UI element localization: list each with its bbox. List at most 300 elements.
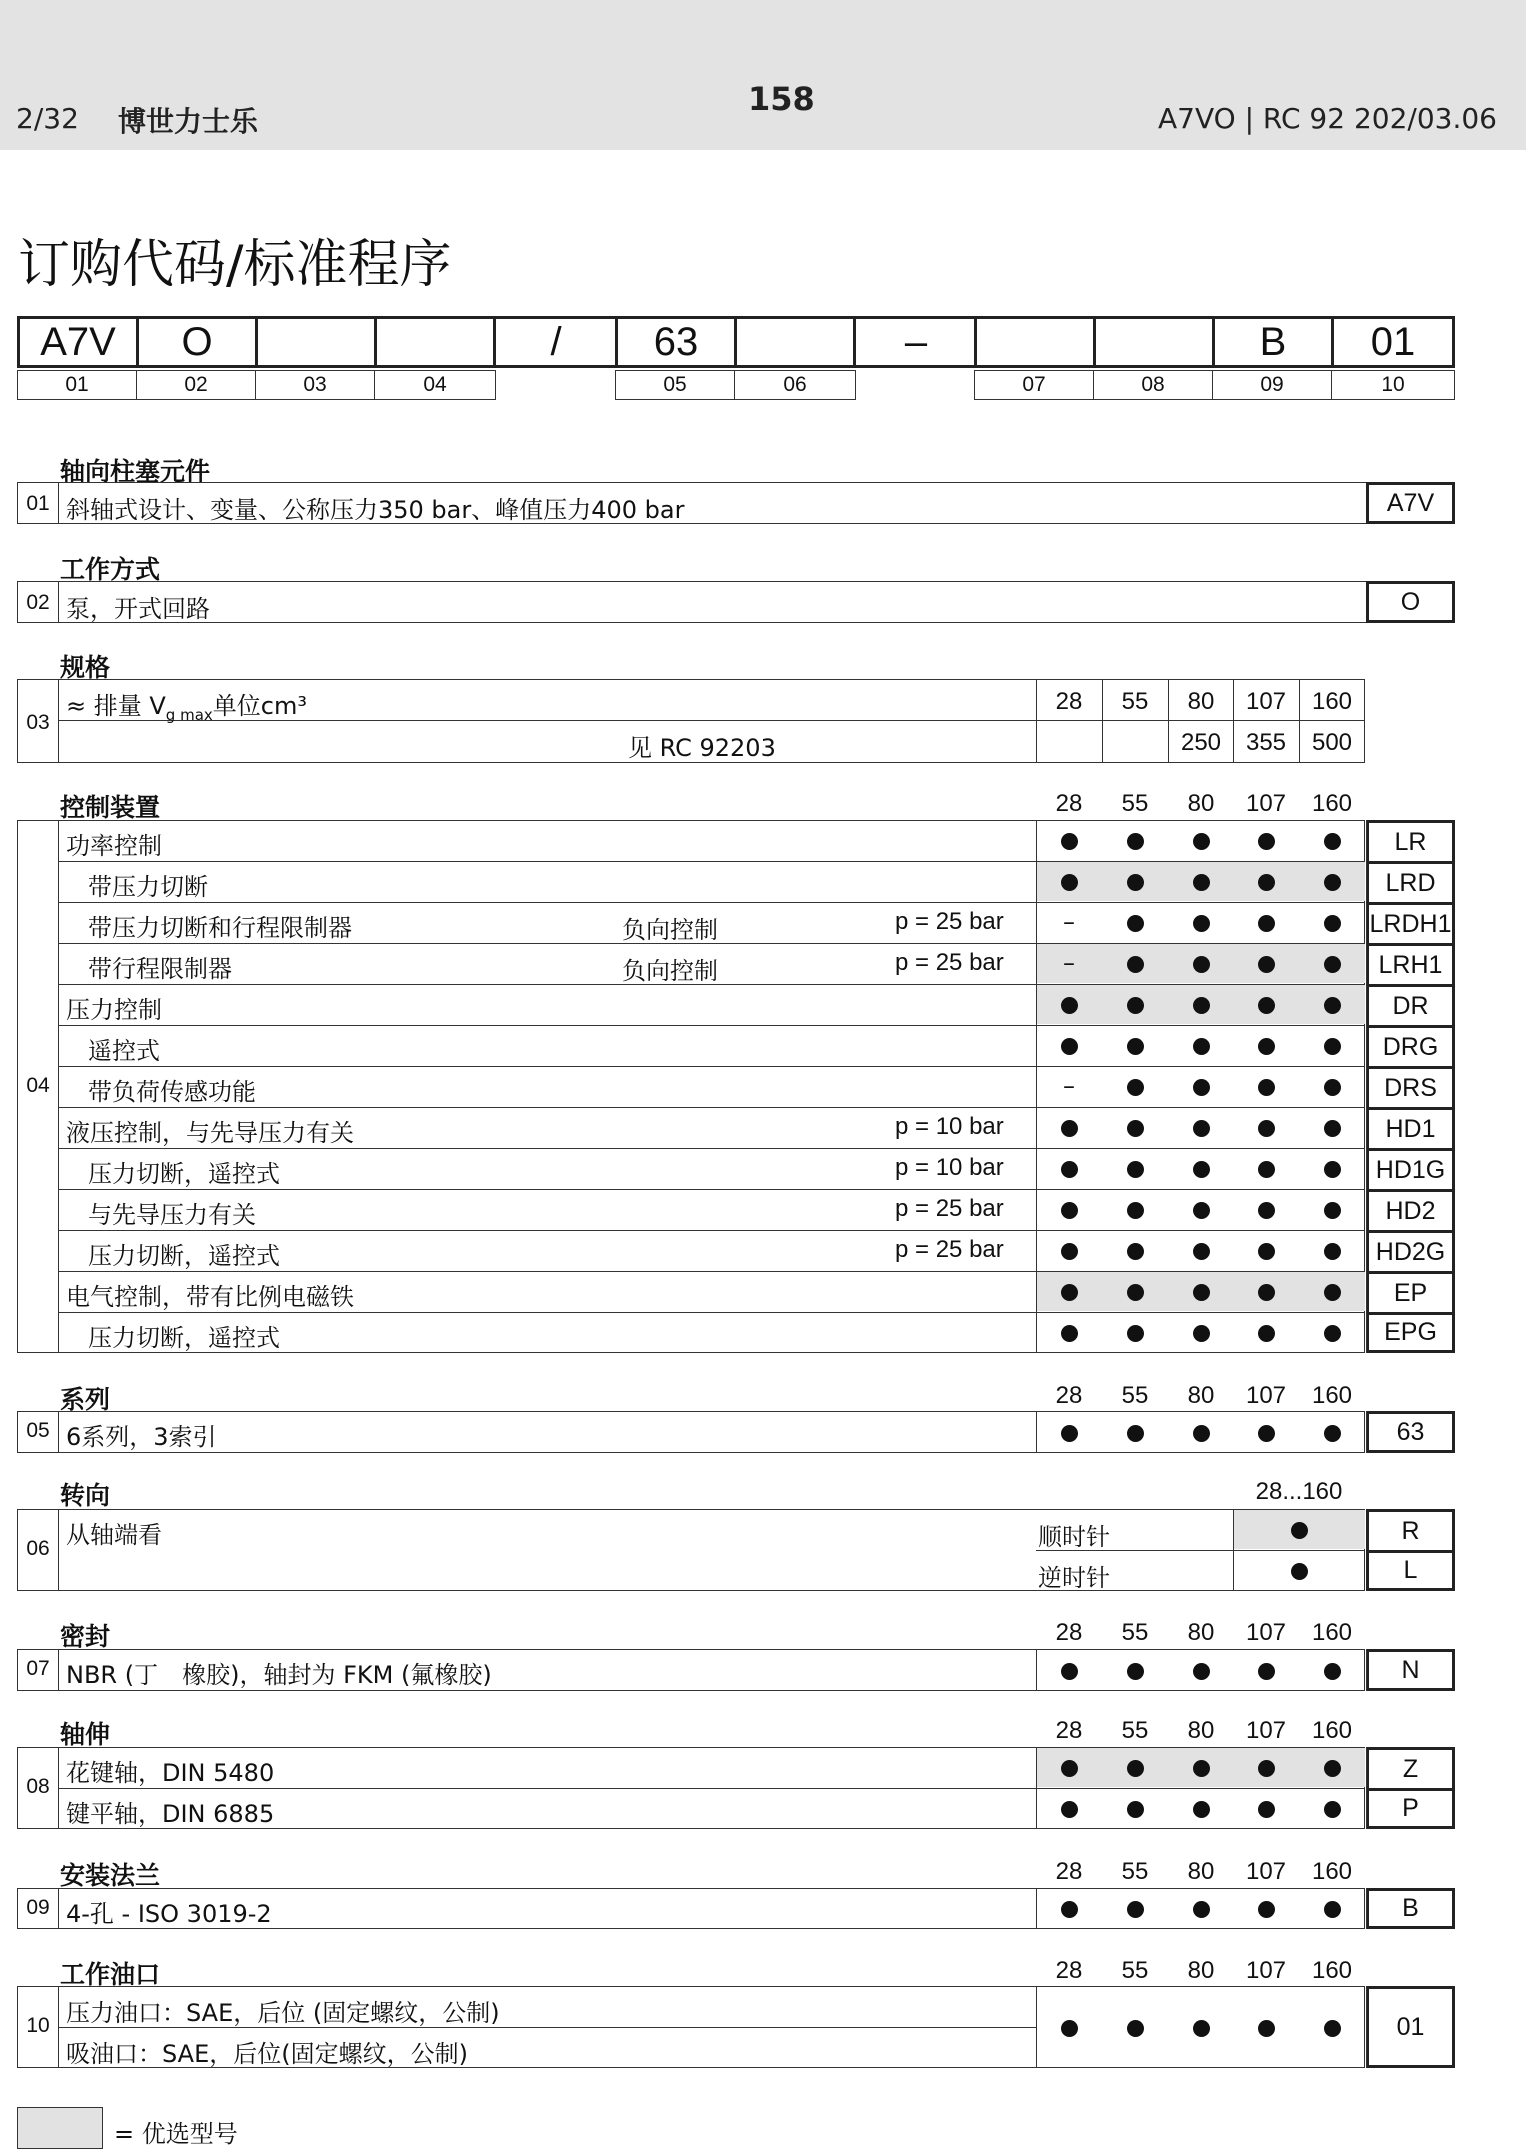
dot-icon [1258, 1243, 1275, 1260]
dot-icon [1127, 1901, 1144, 1918]
dot-icon [1061, 874, 1078, 891]
section-title-08: 轴伸 [60, 1720, 111, 1749]
grid-line [1036, 1986, 1037, 2068]
availability-mark [1168, 1230, 1234, 1271]
availability-mark [1168, 1189, 1234, 1230]
dot-icon [1061, 1038, 1078, 1055]
control-direction: 负向控制 [622, 915, 718, 944]
dot-icon [1061, 997, 1078, 1014]
dot-icon [1258, 1901, 1275, 1918]
availability-mark: – [1063, 949, 1075, 977]
size-header: 80 [1187, 1858, 1215, 1885]
legend-swatch [17, 2107, 103, 2149]
option-label: 从轴端看 [66, 1521, 162, 1549]
availability-mark [1036, 1107, 1102, 1148]
dot-icon [1324, 1202, 1341, 1219]
dot-icon [1324, 956, 1341, 973]
size-header: 28 [1055, 1858, 1083, 1885]
size-header: 28 [1055, 1619, 1083, 1646]
section-title-03: 规格 [60, 653, 111, 682]
section-number-10: 10 [26, 2014, 50, 2037]
availability-mark: – [1063, 1072, 1075, 1100]
availability-mark [1299, 1747, 1365, 1788]
option-label: 压力控制 [66, 995, 162, 1024]
availability-mark [1036, 1986, 1102, 2068]
option-code: HD2G [1366, 1230, 1455, 1274]
dot-icon [1324, 1079, 1341, 1096]
size-header: 55 [1121, 1957, 1149, 1984]
size-header: 28 [1055, 1382, 1083, 1409]
size-header: 28 [1055, 1717, 1083, 1744]
size-header: 80 [1187, 1382, 1215, 1409]
code-pos-02: 02 [136, 370, 256, 400]
availability-mark [1168, 984, 1234, 1025]
code-pos-07: 07 [974, 370, 1094, 400]
dot-icon [1061, 1663, 1078, 1680]
availability-mark [1299, 1025, 1365, 1066]
dot-icon [1193, 956, 1210, 973]
availability-mark [1036, 1411, 1102, 1453]
availability-mark [1233, 1888, 1299, 1929]
pilot-pressure: p = 25 bar [895, 1194, 1004, 1222]
availability-mark [1036, 1888, 1102, 1929]
code-cell-07 [974, 316, 1096, 368]
availability-mark [1168, 1788, 1234, 1829]
dot-icon [1193, 1663, 1210, 1680]
availability-mark [1233, 902, 1299, 943]
availability-mark [1233, 1649, 1299, 1691]
dot-icon [1127, 1079, 1144, 1096]
dot-icon [1127, 1243, 1144, 1260]
size-header: 107 [1245, 1717, 1287, 1744]
section-number-06: 06 [26, 1537, 50, 1560]
dot-icon [1258, 956, 1275, 973]
section-title-02: 工作方式 [60, 555, 161, 584]
availability-mark [1036, 861, 1102, 902]
size-value: 80 [1187, 688, 1215, 715]
option-code: O [1366, 581, 1455, 623]
dot-icon [1061, 833, 1078, 850]
availability-mark [1036, 1788, 1102, 1829]
pressure-value: 250 [1180, 729, 1222, 756]
code-cell-03 [255, 316, 377, 368]
size-header: 28 [1055, 790, 1083, 817]
grid-line [58, 1649, 59, 1691]
code-pos-09: 09 [1212, 370, 1332, 400]
option-label: NBR (丁 橡胶)，轴封为 FKM (氟橡胶) [66, 1661, 492, 1689]
availability-mark [1233, 984, 1299, 1025]
dot-icon [1324, 833, 1341, 850]
code-cell-08 [1093, 316, 1215, 368]
availability-mark [1036, 1312, 1102, 1353]
code-pos-03: 03 [255, 370, 375, 400]
legend-text: = 优选型号 [114, 2120, 238, 2148]
code-pos-05: 05 [615, 370, 735, 400]
availability-mark [1168, 902, 1234, 943]
section-title-06: 转向 [60, 1481, 111, 1510]
dot-icon [1258, 1120, 1275, 1137]
option-label: 4-孔 - ISO 3019-2 [66, 1899, 272, 1928]
availability-mark [1102, 1148, 1168, 1189]
dot-icon [1258, 997, 1275, 1014]
dot-icon [1258, 1425, 1275, 1442]
availability-mark [1266, 1509, 1332, 1550]
option-code: R [1366, 1509, 1455, 1553]
dot-icon [1127, 1202, 1144, 1219]
dot-icon [1193, 833, 1210, 850]
size-header: 55 [1121, 1619, 1149, 1646]
code-cell-02: O [136, 316, 258, 368]
option-code: HD2 [1366, 1189, 1455, 1233]
availability-mark [1233, 1986, 1299, 2068]
dot-icon [1127, 1038, 1144, 1055]
availability-mark [1168, 943, 1234, 984]
section-number-01: 01 [26, 492, 50, 515]
option-code: DRG [1366, 1025, 1455, 1069]
dot-icon [1258, 915, 1275, 932]
pilot-pressure: p = 10 bar [895, 1153, 1004, 1181]
dot-icon [1127, 1425, 1144, 1442]
dot-icon [1127, 1120, 1144, 1137]
availability-mark [1233, 1230, 1299, 1271]
availability-mark [1102, 861, 1168, 902]
dot-icon [1127, 1663, 1144, 1680]
grid-line [58, 820, 59, 1353]
availability-mark [1299, 1888, 1365, 1929]
size-value: 28 [1055, 688, 1083, 715]
availability-mark [1299, 1271, 1365, 1312]
availability-mark [1036, 1230, 1102, 1271]
dot-icon [1193, 1038, 1210, 1055]
dot-icon [1324, 1325, 1341, 1342]
code-cell-10: 01 [1331, 316, 1455, 368]
code-cell-04 [374, 316, 496, 368]
pressure-value: 500 [1311, 729, 1353, 756]
availability-mark [1233, 943, 1299, 984]
availability-mark [1102, 1788, 1168, 1829]
option-code: HD1 [1366, 1107, 1455, 1151]
size-header: 55 [1121, 1717, 1149, 1744]
option-label: 带压力切断和行程限制器 [88, 913, 352, 942]
option-code: A7V [1366, 482, 1455, 524]
option-code: LRD [1366, 861, 1455, 905]
option-code: DR [1366, 984, 1455, 1028]
availability-mark [1299, 1189, 1365, 1230]
availability-mark [1299, 984, 1365, 1025]
section-number-08: 08 [26, 1775, 50, 1798]
availability-mark [1036, 1649, 1102, 1691]
option-code: HD1G [1366, 1148, 1455, 1192]
dot-icon [1324, 1760, 1341, 1777]
availability-mark [1233, 1271, 1299, 1312]
option-code: EPG [1366, 1312, 1455, 1353]
option-label: 遥控式 [88, 1036, 160, 1065]
grid-line [1366, 1411, 1367, 1453]
reference-label: 见 RC 92203 [628, 734, 776, 762]
size-header: 80 [1187, 790, 1215, 817]
dot-icon [1324, 2020, 1341, 2037]
dot-icon [1061, 1161, 1078, 1178]
availability-mark [1299, 943, 1365, 984]
page-title: 订购代码/标准程序 [18, 235, 452, 295]
dot-icon [1193, 1079, 1210, 1096]
pilot-pressure: p = 25 bar [895, 907, 1004, 935]
pressure-value: 355 [1245, 729, 1287, 756]
availability-mark [1102, 1888, 1168, 1929]
dot-icon [1258, 1079, 1275, 1096]
availability-mark [1036, 1271, 1102, 1312]
option-code: DRS [1366, 1066, 1455, 1110]
availability-mark [1168, 1986, 1234, 2068]
dot-icon [1324, 1901, 1341, 1918]
code-separator-slash: / [496, 316, 616, 368]
dot-icon [1193, 1284, 1210, 1301]
option-label: 斜轴式设计、变量、公称压力350 bar、峰值压力400 bar [66, 496, 685, 524]
size-range: 28...160 [1255, 1478, 1343, 1505]
dot-icon [1258, 833, 1275, 850]
size-header: 160 [1311, 1957, 1353, 1984]
option-code: N [1366, 1649, 1455, 1691]
grid-line [1036, 820, 1037, 1353]
pilot-pressure: p = 25 bar [895, 1235, 1004, 1263]
size-header: 160 [1311, 790, 1353, 817]
availability-mark [1102, 1230, 1168, 1271]
availability-mark [1102, 984, 1168, 1025]
dot-icon [1324, 1243, 1341, 1260]
availability-mark [1266, 1550, 1332, 1591]
size-header: 28 [1055, 1957, 1083, 1984]
grid-line [1036, 1411, 1037, 1453]
dot-icon [1127, 1760, 1144, 1777]
dot-icon [1193, 1161, 1210, 1178]
availability-mark [1168, 1271, 1234, 1312]
dot-icon [1127, 956, 1144, 973]
size-header: 107 [1245, 1957, 1287, 1984]
availability-mark [1233, 1312, 1299, 1353]
grid-line [1366, 1649, 1367, 1691]
size-value: 160 [1311, 688, 1353, 715]
dot-icon [1061, 1760, 1078, 1777]
option-label: 与先导压力有关 [88, 1200, 256, 1229]
option-code: Z [1366, 1747, 1455, 1791]
availability-mark [1102, 1107, 1168, 1148]
availability-mark [1233, 820, 1299, 861]
dot-icon [1061, 2020, 1078, 2037]
availability-mark [1233, 1025, 1299, 1066]
code-separator-dash: – [856, 316, 976, 368]
size-header: 160 [1311, 1619, 1353, 1646]
availability-mark [1299, 1312, 1365, 1353]
displacement-label: ≈ 排量 $V_{g max}$单位cm³ [66, 692, 307, 724]
availability-mark [1299, 1230, 1365, 1271]
dot-icon [1324, 1284, 1341, 1301]
dot-icon [1291, 1522, 1308, 1539]
code-cell-05: 63 [615, 316, 737, 368]
dot-icon [1324, 1663, 1341, 1680]
dot-icon [1127, 874, 1144, 891]
grid-line [1036, 1747, 1037, 1829]
availability-mark [1102, 902, 1168, 943]
availability-mark [1168, 1312, 1234, 1353]
availability-mark [1102, 820, 1168, 861]
option-label: 泵，开式回路 [66, 595, 210, 623]
section-number-07: 07 [26, 1657, 50, 1680]
availability-mark [1168, 820, 1234, 861]
availability-mark [1299, 1788, 1365, 1829]
availability-mark [1168, 1888, 1234, 1929]
company-name: 博世力士乐 [118, 105, 259, 138]
dot-icon [1061, 1801, 1078, 1818]
option-code: P [1366, 1788, 1455, 1829]
dot-icon [1193, 1760, 1210, 1777]
option-code: 01 [1366, 1986, 1455, 2068]
pilot-pressure: p = 25 bar [895, 948, 1004, 976]
pilot-pressure: p = 10 bar [895, 1112, 1004, 1140]
section-02-table [17, 581, 1455, 623]
dot-icon [1127, 833, 1144, 850]
dot-icon [1258, 1760, 1275, 1777]
code-cell-06 [734, 316, 856, 368]
dot-icon [1324, 1161, 1341, 1178]
option-code: LR [1366, 820, 1455, 864]
code-pos-04: 04 [374, 370, 496, 400]
grid-line [58, 1509, 59, 1591]
option-code: 63 [1366, 1411, 1455, 1453]
option-label: 压力切断，遥控式 [88, 1159, 280, 1188]
dot-icon [1127, 997, 1144, 1014]
dot-icon [1258, 1161, 1275, 1178]
dot-icon [1061, 1284, 1078, 1301]
dot-icon [1258, 1325, 1275, 1342]
section-number-02: 02 [26, 591, 50, 614]
dot-icon [1061, 1425, 1078, 1442]
availability-mark [1168, 1148, 1234, 1189]
dot-icon [1258, 1202, 1275, 1219]
page-number: 158 [748, 80, 815, 118]
dot-icon [1193, 1120, 1210, 1137]
option-label: 6系列，3索引 [66, 1423, 217, 1451]
dot-icon [1127, 915, 1144, 932]
dot-icon [1193, 1325, 1210, 1342]
availability-mark [1299, 1411, 1365, 1453]
code-cell-01: A7V [17, 316, 139, 368]
size-header: 107 [1245, 1858, 1287, 1885]
option-label: 键平轴，DIN 6885 [66, 1799, 275, 1828]
availability-mark [1299, 861, 1365, 902]
code-pos-01: 01 [17, 370, 137, 400]
option-label: 带负荷传感功能 [88, 1077, 256, 1106]
size-value: 107 [1245, 688, 1287, 715]
availability-mark [1168, 1107, 1234, 1148]
dot-icon [1324, 1038, 1341, 1055]
code-pos-06: 06 [734, 370, 856, 400]
dot-icon [1061, 1202, 1078, 1219]
dot-icon [1324, 915, 1341, 932]
section-title-01: 轴向柱塞元件 [60, 457, 211, 486]
section-title-10: 工作油口 [60, 1960, 161, 1989]
dot-icon [1193, 997, 1210, 1014]
section-title-07: 密封 [60, 1622, 111, 1651]
dot-icon [1193, 1901, 1210, 1918]
option-label: 压力切断，遥控式 [88, 1323, 280, 1352]
code-pos-10: 10 [1331, 370, 1455, 400]
option-label: 带行程限制器 [88, 954, 232, 983]
availability-mark [1102, 1025, 1168, 1066]
availability-mark [1299, 902, 1365, 943]
grid-line [1366, 1888, 1367, 1929]
availability-mark [1168, 1025, 1234, 1066]
availability-mark [1168, 1747, 1234, 1788]
availability-mark [1102, 1747, 1168, 1788]
availability-mark [1299, 1148, 1365, 1189]
rotation-direction: 逆时针 [1038, 1564, 1110, 1592]
dot-icon [1291, 1563, 1308, 1580]
availability-mark [1168, 861, 1234, 902]
size-header: 160 [1311, 1858, 1353, 1885]
availability-mark [1168, 1649, 1234, 1691]
dot-icon [1324, 1120, 1341, 1137]
option-label: 功率控制 [66, 831, 162, 860]
availability-mark: – [1063, 908, 1075, 936]
size-header: 55 [1121, 790, 1149, 817]
doc-ref: A7VO | RC 92 202/03.06 [1158, 102, 1497, 135]
grid-line [1366, 820, 1367, 1353]
section-title-04: 控制装置 [60, 793, 161, 822]
size-header: 80 [1187, 1717, 1215, 1744]
option-label: 液压控制，与先导压力有关 [66, 1118, 354, 1147]
grid-line [1036, 1888, 1037, 1929]
availability-mark [1102, 943, 1168, 984]
dot-icon [1061, 1901, 1078, 1918]
availability-mark [1102, 1312, 1168, 1353]
option-label: 花键轴，DIN 5480 [66, 1758, 275, 1787]
availability-mark [1299, 1066, 1365, 1107]
section-number-05: 05 [26, 1419, 50, 1442]
option-label: 压力切断，遥控式 [88, 1241, 280, 1270]
dot-icon [1324, 1801, 1341, 1818]
availability-mark [1233, 1788, 1299, 1829]
control-direction: 负向控制 [622, 956, 718, 985]
dot-icon [1061, 1243, 1078, 1260]
availability-mark [1233, 1411, 1299, 1453]
option-code: LRH1 [1366, 943, 1455, 987]
availability-mark [1102, 1189, 1168, 1230]
size-header: 55 [1121, 1382, 1149, 1409]
option-label: 电气控制，带有比例电磁铁 [66, 1282, 354, 1311]
availability-mark [1299, 1107, 1365, 1148]
availability-mark [1233, 1107, 1299, 1148]
dot-icon [1258, 1663, 1275, 1680]
option-code: EP [1366, 1271, 1455, 1315]
section-title-05: 系列 [60, 1385, 111, 1414]
dot-icon [1324, 1425, 1341, 1442]
section-number-09: 09 [26, 1895, 50, 1919]
availability-mark [1036, 1189, 1102, 1230]
availability-mark [1102, 1066, 1168, 1107]
availability-mark [1299, 820, 1365, 861]
page-ref: 2/32 [16, 102, 79, 135]
availability-mark [1168, 1066, 1234, 1107]
dot-icon [1258, 1801, 1275, 1818]
availability-mark [1036, 984, 1102, 1025]
option-code: LRDH1 [1366, 902, 1455, 946]
dot-icon [1127, 1161, 1144, 1178]
availability-mark [1233, 1148, 1299, 1189]
size-header: 107 [1245, 790, 1287, 817]
size-header: 160 [1311, 1717, 1353, 1744]
dot-icon [1193, 2020, 1210, 2037]
dot-icon [1258, 2020, 1275, 2037]
